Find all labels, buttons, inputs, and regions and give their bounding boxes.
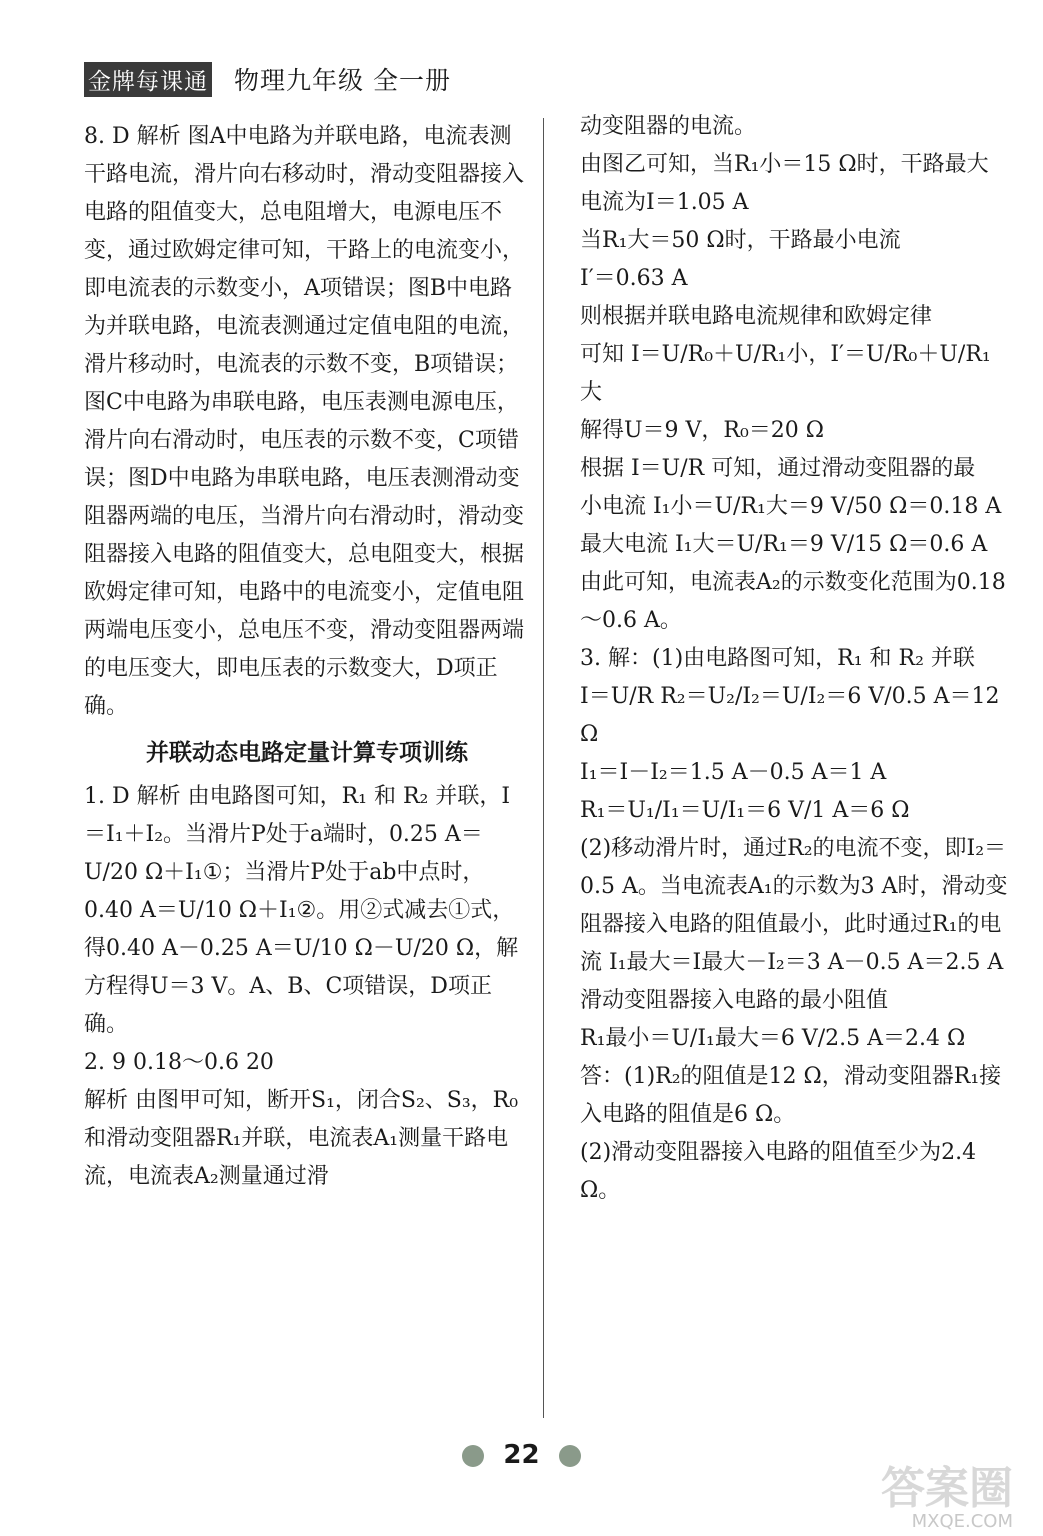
line-r9: 最大电流 I₁大＝U/R₁＝9 V/15 Ω＝0.6 A	[580, 532, 988, 557]
left-column	[84, 118, 530, 1196]
page-number: 22	[503, 1440, 540, 1470]
book-title: 物理九年级 全一册	[234, 66, 451, 95]
answer-2-analysis: 解析 由图甲可知，断开S₁，闭合S₂、S₃，R₀和滑动变阻器R₁并联，电流表A₁测量干路电流，电流表A₂测量通过滑	[84, 1088, 519, 1189]
line-r6: 解得U＝9 V，R₀＝20 Ω	[580, 418, 825, 443]
page-header	[84, 62, 451, 96]
line-r3: I′＝0.63 A	[580, 266, 688, 291]
line-r19: (2)滑动变阻器接入电路的阻值至少为2.4 Ω。	[580, 1140, 977, 1203]
line-r1: 由图乙可知，当R₁小＝15 Ω时，干路最大电流为I＝1.05 A	[580, 152, 989, 215]
line-r12: I＝U/R R₂＝U₂/I₂＝U/I₂＝6 V/0.5 A＝12 Ω	[580, 684, 1000, 747]
right-column	[580, 108, 1010, 1210]
leaf-icon	[462, 1445, 484, 1467]
line-r15: (2)移动滑片时，通过R₂的电流不变，即I₂＝0.5 A。当电流表A₁的示数为3 A时，滑动变阻器接入电路的阻值最小，此时通过R₁的电流 I₁最大＝I最大－I₂＝3 A－0.5 A＝2.5 A	[580, 836, 1008, 975]
line-r17: R₁最小＝U/I₁最大＝6 V/2.5 A＝2.4 Ω	[580, 1026, 966, 1051]
line-r10: 由此可知，电流表A₂的示数变化范围为0.18～0.6 A。	[580, 570, 1006, 633]
line-r7: 根据 I＝U/R 可知，通过滑动变阻器的最	[580, 456, 976, 481]
line-r2: 当R₁大＝50 Ω时，干路最小电流	[580, 228, 901, 253]
leaf-icon	[559, 1445, 581, 1467]
column-divider	[543, 118, 544, 1418]
line-r4: 则根据并联电路电流规律和欧姆定律	[580, 304, 933, 329]
line-r13: I₁＝I－I₂＝1.5 A－0.5 A＝1 A	[580, 760, 887, 785]
section-title: 并联动态电路定量计算专项训练	[146, 740, 468, 766]
line-r18: 答：(1)R₂的阻值是12 Ω，滑动变阻器R₁接入电路的阻值是6 Ω。	[580, 1064, 1002, 1127]
watermark-url: MXQE.COM	[911, 1511, 1013, 1532]
line-r16: 滑动变阻器接入电路的最小阻值	[580, 988, 889, 1013]
line-r8: 小电流 I₁小＝U/R₁大＝9 V/50 Ω＝0.18 A	[580, 494, 1002, 519]
line-r0: 动变阻器的电流。	[580, 114, 757, 139]
answer-8: 8. D 解析 图A中电路为并联电路，电流表测干路电流，滑片向右移动时，滑动变阻器接入电路的阻值变大，总电阻增大，电源电压不变，通过欧姆定律可知，干路上的电流变小，即电流表的示数变小，A项错误；图B中电路为并联电路，电流表测通过定值电阻的电流，滑片移动时，电流表的示数不变，B项错误；图C中电路为串联电路，电压表测电源电压，滑片向右滑动时，电压表的示数不变，C项错误；图D中电路为串联电路，电压表测滑动变阻器两端的电压，当滑片向右滑动时，滑动变阻器接入电路的阻值变大，总电阻变大，根据欧姆定律可知，电路中的电流变小，定值电阻两端电压变小，总电压不变，滑动变阻器两端的电压变大，即电压表的示数变大，D项正确。	[84, 124, 525, 719]
line-r11: 3. 解：(1)由电路图可知，R₁ 和 R₂ 并联	[580, 646, 975, 671]
watermark-logo: 答案圈	[881, 1463, 1013, 1514]
answer-1: 1. D 解析 由电路图可知，R₁ 和 R₂ 并联，I＝I₁＋I₂。当滑片P处于a端时，0.25 A＝U/20 Ω＋I₁①；当滑片P处于ab中点时，0.40 A＝U/10 Ω＋I₁②。用②式减去①式，得0.40 A－0.25 A＝U/10 Ω－U/20 Ω，解方程得U＝3 V。A、B、C项错误，D项正确。	[84, 784, 519, 1037]
line-r5: 可知 I＝U/R₀＋U/R₁小，I′＝U/R₀＋U/R₁大	[580, 342, 991, 405]
line-r14: R₁＝U₁/I₁＝U/I₁＝6 V/1 A＝6 Ω	[580, 798, 910, 823]
answer-2: 2. 9 0.18～0.6 20	[84, 1050, 274, 1075]
brand-logo: 金牌每课通	[84, 62, 212, 97]
